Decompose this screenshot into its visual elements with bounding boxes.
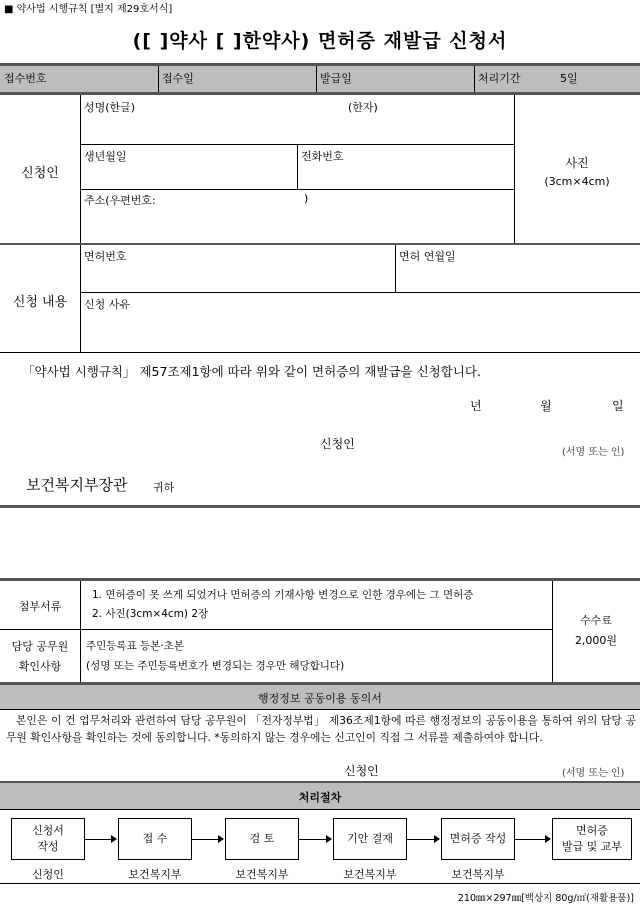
consent-sign-note: (서명 또는 인) [562, 768, 625, 779]
procedure-title: 처리절차 [298, 791, 342, 804]
license-number-field[interactable]: 면허번호 [84, 250, 127, 263]
flow-arrow [85, 839, 112, 840]
consent-title: 행정정보 공동이용 동의서 [258, 692, 382, 705]
procedure-actor-2: 보건복지부 [128, 868, 182, 881]
address-field[interactable]: 주소(우편번호: [84, 194, 156, 207]
photo-size: (3cm×4cm) [544, 175, 610, 188]
procedure-step-3: 검 토 [225, 818, 299, 860]
addressee-name: 보건복지부장관 [26, 476, 128, 494]
fee-value: 2,000원 [574, 634, 618, 647]
official-check-item-1: 주민등록표 등본·초본 [86, 640, 184, 652]
receipt-date-label: 접수일 [162, 72, 194, 85]
photo-label: 사진 [565, 156, 589, 170]
procedure-actor-4: 보건복지부 [343, 868, 397, 881]
date-day: 일 [612, 399, 624, 413]
flow-arrow [192, 839, 219, 840]
flow-arrow [407, 839, 435, 840]
attachment-item-2: 2. 사진(3cm×4cm) 2장 [92, 608, 209, 620]
processing-period-label: 처리기간 [478, 72, 521, 85]
consent-body: 본인은 이 건 업무처리와 관련하여 담당 공무원이 「전자정부법」 제36조제1항에 따른 행정정보의 공동이용을 통하여 위의 담당 공무원 확인사항을 확인하는 것에 동의합니다. *동의하지 않는 경우에는 신고인이 직접 그 서류를 제출하여야 합니다. [6, 714, 636, 744]
consent-signer-label: 신청인 [344, 764, 379, 778]
processing-period-value: 5일 [560, 72, 578, 85]
procedure-actor-1: 신청인 [32, 868, 64, 881]
address-close-paren: ) [304, 192, 309, 205]
attachment-item-1: 1. 면허증이 못 쓰게 되었거나 면허증의 기재사항 변경으로 인한 경우에는 그 면허증 [92, 589, 474, 601]
receipt-number-label: 접수번호 [4, 72, 47, 85]
name-hanja-field[interactable]: (한자) [348, 101, 378, 114]
procedure-actor-5: 보건복지부 [451, 868, 505, 881]
official-check-label-line1: 담당 공무원 [11, 640, 69, 653]
arrow-right-icon [111, 835, 117, 843]
addressee-suffix: 귀하 [153, 481, 175, 494]
applicant-signature-label: 신청인 [320, 437, 355, 451]
procedure-step-4: 기안 결재 [333, 818, 407, 860]
arrow-right-icon [434, 835, 440, 843]
fee-label: 수수료 [580, 614, 612, 627]
arrow-right-icon [326, 835, 332, 843]
page-title: ([ ]약사 [ ]한약사) 면허증 재발급 신청서 [132, 30, 508, 52]
phone-field[interactable]: 전화번호 [301, 150, 344, 163]
license-date-field[interactable]: 면허 연월일 [399, 250, 456, 263]
arrow-right-icon [218, 835, 224, 843]
official-check-item-2: (성명 또는 주민등록번호가 변경되는 경우만 해당합니다) [86, 660, 345, 672]
procedure-step-6: 면허증 발급 및 교부 [552, 818, 632, 860]
official-check-label-line2: 확인사항 [18, 660, 62, 673]
date-year: 년 [470, 399, 482, 413]
birth-date-field[interactable]: 생년월일 [84, 150, 127, 163]
paper-spec-footer: 210㎜×297㎜[백상지 80g/㎡(재활용품)] [457, 893, 634, 904]
procedure-step-5: 면허증 작성 [441, 818, 515, 860]
date-month: 월 [540, 399, 552, 413]
name-korean-field[interactable]: 성명(한글) [84, 101, 136, 114]
applicant-section-label: 신청인 [21, 166, 59, 181]
request-section-label: 신청 내용 [12, 295, 68, 310]
procedure-actor-3: 보건복지부 [235, 868, 289, 881]
applicant-sign-note: (서명 또는 인) [562, 447, 625, 458]
application-statement: 「약사법 시행규칙」 제57조제1항에 따라 위와 같이 면허증의 재발급을 신청합니다. [22, 364, 481, 379]
request-reason-field[interactable]: 신청 사유 [84, 298, 131, 311]
form-header-note: ■ 약사법 시행규칙 [별지 제29호서식] [4, 4, 173, 15]
issue-date-label: 발급일 [320, 72, 352, 85]
attachments-label: 첨부서류 [18, 600, 62, 613]
procedure-step-2: 접 수 [118, 818, 192, 860]
flow-arrow [299, 839, 327, 840]
procedure-step-1: 신청서 작성 [11, 818, 85, 860]
flow-arrow [515, 839, 546, 840]
arrow-right-icon [545, 835, 551, 843]
